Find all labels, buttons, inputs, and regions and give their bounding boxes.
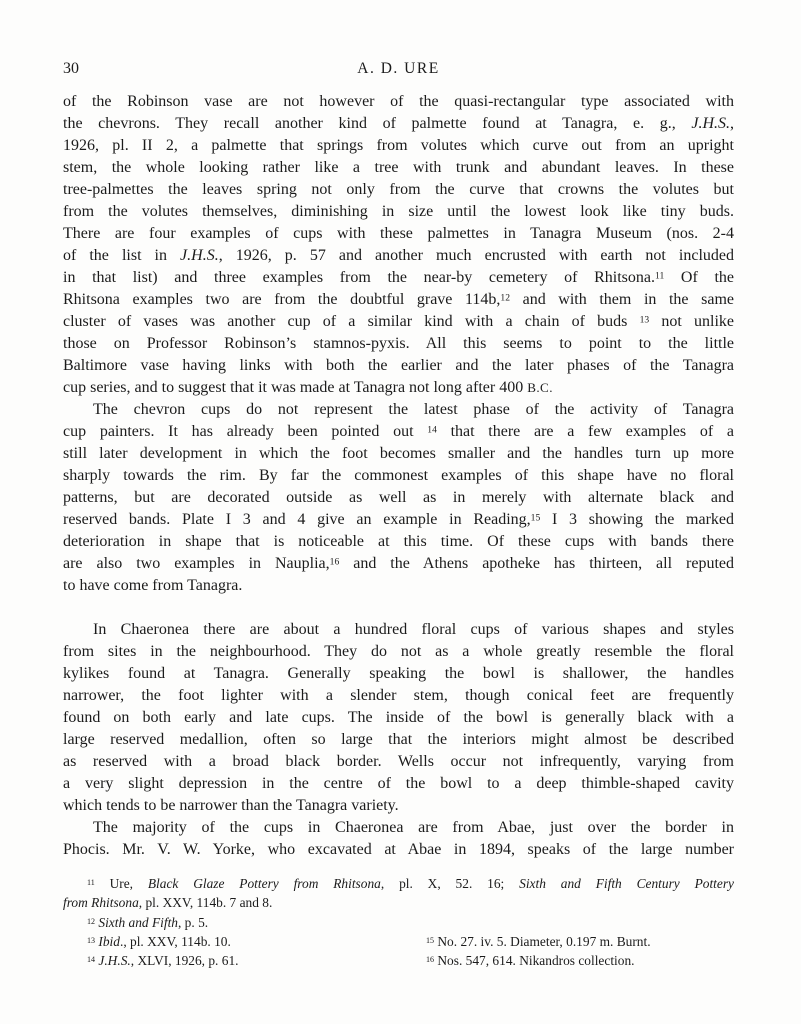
footnote-marker: 14 (87, 955, 96, 965)
text-line (63, 223, 734, 245)
text-line (63, 619, 734, 641)
text-line (63, 817, 734, 839)
footnote-marker: 12 (87, 916, 96, 926)
text-run: not unlike (649, 313, 735, 330)
footnote (63, 932, 426, 951)
text-run: large reserved medallion, often so large that the interiors might almost be described (63, 731, 734, 748)
footnote-marker: 14 (427, 424, 437, 436)
text-line (63, 135, 734, 157)
body-text (63, 91, 734, 861)
footnote-marker: 15 (426, 935, 435, 945)
text-run: sharply towards the rim. By far the commonest examples of this shape have no floral (63, 467, 734, 484)
text-run: to have come from Tanagra. (63, 577, 243, 594)
text-line (63, 91, 734, 113)
text-run: cup series, and to suggest that it was made at Tanagra not long after 400 (63, 379, 528, 396)
text-line (63, 421, 734, 443)
text-run: kylikes found at Tanagra. Generally speaking the bowl is shallower, the handles (63, 665, 734, 682)
text-line (63, 893, 734, 912)
text-run: , (730, 115, 734, 132)
text-line (63, 751, 734, 773)
text-run: of the list in (63, 247, 181, 264)
text-run: J.H.S. (691, 115, 730, 132)
text-run: as reserved with a broad black border. Wells occur not infrequently, varying from (63, 753, 734, 770)
text-run: The majority of the cups in Chaeronea are from Abae, just over the border in (93, 819, 734, 836)
text-run: J.H.S. (180, 247, 219, 264)
text-run: stem, the whole looking rather like a tree with trunk and abundant leaves. In these (63, 159, 734, 176)
text-line (63, 553, 734, 575)
text-run: cluster of vases was another cup of a similar kind with a chain of buds (63, 313, 640, 330)
text-run: patterns, but are decorated outside as well as in merely with alternate black and (63, 489, 734, 506)
text-run: Ure, (94, 876, 148, 891)
text-run: in that list) and three examples from the near-by cemetery of Rhitsona. (63, 269, 656, 286)
paragraph (63, 91, 734, 399)
text-run: deterioration in shape that is noticeable at this time. Of these cups with bands there (63, 533, 734, 550)
text-run: I 3 showing the marked (540, 511, 735, 528)
text-line (63, 487, 734, 509)
text-run: 1926, pl. II 2, a palmette that springs from volutes which curve out from an upright (63, 137, 734, 154)
footnote-column-left (63, 932, 426, 971)
text-line (63, 355, 734, 377)
text-run: , pl. X, 52. 16; (380, 876, 520, 891)
text-run: which tends to be narrower than the Tanagra variety. (63, 797, 399, 814)
text-run: , p. 5. (177, 914, 209, 930)
text-line (63, 531, 734, 553)
text-run: In Chaeronea there are about a hundred floral cups of various shapes and styles (93, 621, 734, 638)
paragraph (63, 399, 734, 597)
text-run: those on Professor Robinson’s stamnos-pyxis. All this seems to point to the little (63, 335, 734, 352)
text-run: from sites in the neighbourhood. They do not as a whole greatly resemble the floral (63, 643, 734, 660)
text-run: narrower, the foot lighter with a slender stem, though conical feet are frequently (63, 687, 734, 704)
text-run: B.C. (527, 380, 553, 395)
text-line (63, 913, 734, 932)
text-run: still later development in which the foot becomes smaller and the handles turn up more (63, 445, 734, 462)
text-line (63, 311, 734, 333)
text-line (63, 465, 734, 487)
text-line (63, 874, 734, 893)
text-run: The chevron cups do not represent the latest phase of the activity of Tanagra (93, 401, 734, 418)
text-run: and the Athens apotheke has thirteen, all reputed (339, 555, 734, 572)
text-line (63, 399, 734, 421)
text-run: the chevrons. They recall another kind of palmette found at Tanagra, e. g., (63, 115, 692, 132)
text-run: ., pl. XXV, 114b. 10. (119, 933, 231, 949)
text-run: Nos. 547, 614. Nikandros collection. (434, 953, 635, 969)
text-run: from Rhitsona (63, 895, 139, 911)
text-line (63, 113, 734, 135)
footnote-marker: 12 (500, 292, 511, 304)
text-line (63, 509, 734, 531)
text-line (63, 289, 734, 311)
text-run: Baltimore vase having links with both the earlier and the later phases of the Tanagra (63, 357, 734, 374)
text-line (63, 575, 734, 597)
running-head-title: A. D. URE (357, 60, 440, 77)
text-run: tree-palmettes the leaves spring not only from the curve that crowns the volutes but (63, 181, 734, 198)
text-run: Rhitsona examples two are from the doubtful grave 114b, (63, 291, 501, 308)
text-run: Sixth and Fifth (98, 914, 178, 930)
text-run: a very slight depression in the centre of the bowl to a deep thimble-shaped cavity (63, 775, 734, 792)
footnotes-full-width (63, 874, 734, 932)
text-line (63, 932, 426, 951)
footnote-column-right (426, 932, 734, 971)
text-run: , XLVI, 1926, p. 61. (130, 953, 239, 969)
text-line (63, 663, 734, 685)
text-run: , 1926, p. 57 and another much encrusted with earth not included (218, 247, 735, 264)
text-run: Sixth and Fifth Century Pottery (519, 876, 734, 891)
text-run: Of the (664, 269, 734, 286)
text-run: There are four examples of cups with these palmettes in Tanagra Museum (nos. 2-4 (63, 225, 734, 242)
text-run: found on both early and late cups. The inside of the bowl is generally black with a (63, 709, 734, 726)
footnote-marker: 13 (87, 935, 96, 945)
text-line (63, 641, 734, 663)
text-run: and with them in the same (510, 291, 734, 308)
text-line (63, 951, 426, 970)
text-line (63, 443, 734, 465)
text-line (63, 201, 734, 223)
text-line (63, 377, 734, 399)
footnote-marker: 15 (530, 512, 541, 524)
footnote-marker: 13 (639, 314, 650, 326)
text-run: from the volutes themselves, diminishing in size until the lowest look like tiny buds. (63, 203, 734, 220)
text-run: that there are a few examples of a (436, 423, 734, 440)
footnote-marker: 16 (329, 556, 340, 568)
footnote-marker: 11 (655, 270, 665, 282)
paragraph (63, 619, 734, 817)
footnote-marker: 11 (87, 877, 95, 887)
footnote (63, 874, 734, 913)
text-line (426, 951, 734, 970)
text-line (63, 333, 734, 355)
text-run: Phocis. Mr. V. W. Yorke, who excavated at Abae in 1894, speaks of the large number (63, 841, 734, 858)
text-line (63, 157, 734, 179)
text-line (63, 685, 734, 707)
paragraph (63, 817, 734, 861)
page-number: 30 (63, 60, 79, 77)
footnote (63, 951, 426, 970)
footnote-marker: 16 (426, 955, 435, 965)
footnote-columns (63, 932, 734, 971)
text-line (63, 245, 734, 267)
footnote (63, 913, 734, 932)
text-line (63, 773, 734, 795)
text-run: , pl. XXV, 114b. 7 and 8. (138, 895, 273, 911)
footnote (426, 932, 734, 951)
running-header (63, 59, 734, 79)
text-run: are also two examples in Nauplia, (63, 555, 330, 572)
text-line (63, 707, 734, 729)
text-line (426, 932, 734, 951)
text-run: No. 27. iv. 5. Diameter, 0.197 m. Burnt. (434, 933, 651, 949)
text-line (63, 729, 734, 751)
text-run: Ibid (98, 933, 120, 949)
text-run: Black Glaze Pottery from Rhitsona (147, 876, 381, 891)
footnote (426, 951, 734, 970)
text-line (63, 839, 734, 861)
footnotes-section (63, 874, 734, 970)
text-line (63, 179, 734, 201)
text-run: of the Robinson vase are not however of the quasi-rectangular type associated with (63, 93, 734, 110)
text-run: reserved bands. Plate I 3 and 4 give an example in Reading, (63, 511, 531, 528)
text-run: cup painters. It has already been pointed out (63, 423, 428, 440)
text-run: J.H.S. (98, 953, 131, 969)
text-line (63, 267, 734, 289)
text-line (63, 795, 734, 817)
